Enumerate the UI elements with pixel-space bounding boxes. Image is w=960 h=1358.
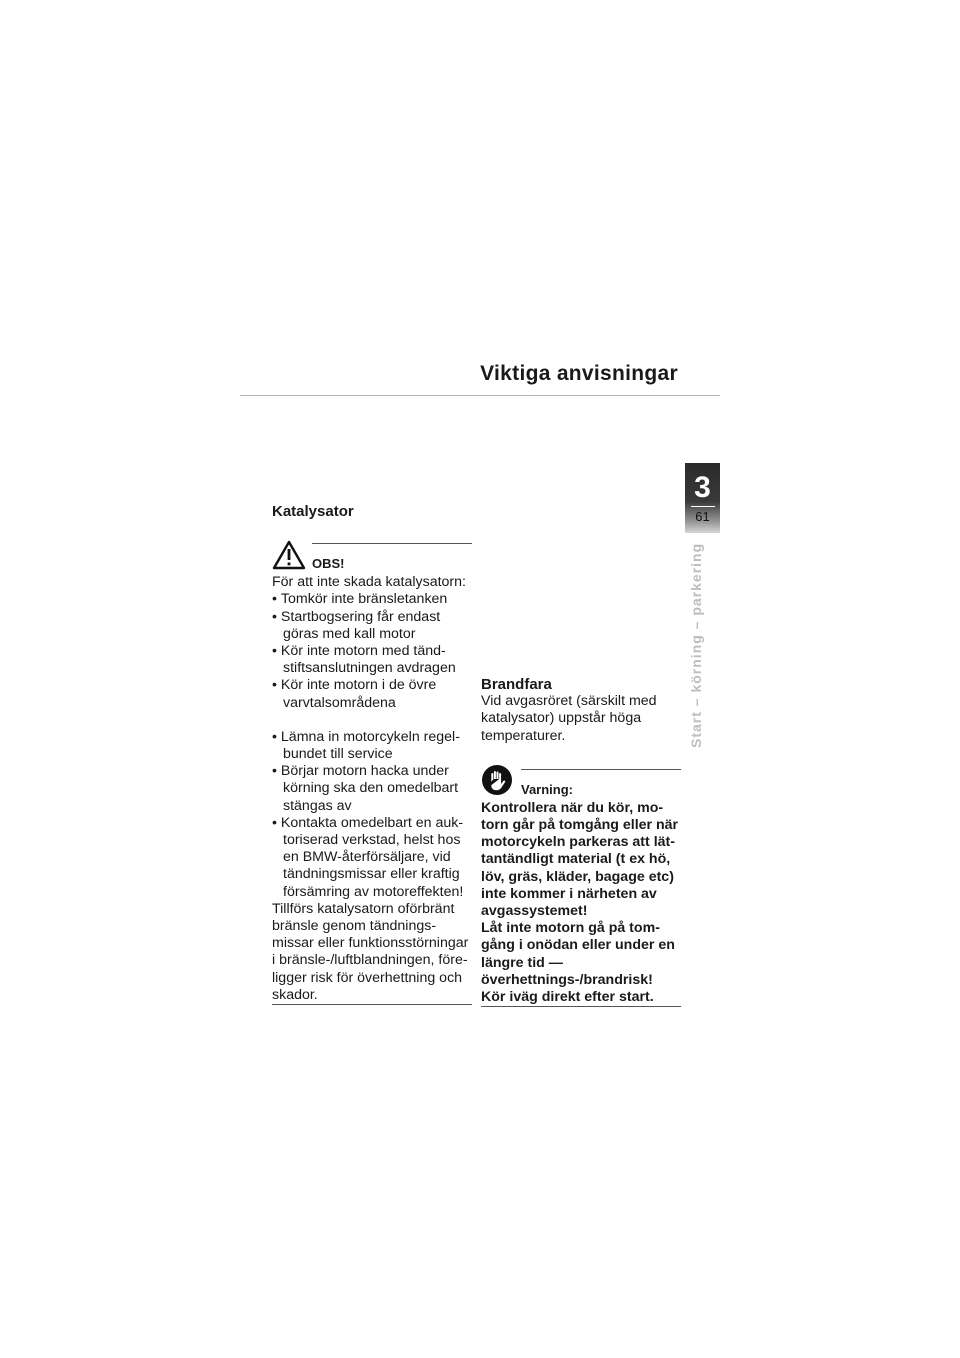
warning-header (481, 770, 681, 800)
warning-label: Varning: (521, 781, 574, 797)
list-item: • Kör inte motorn med tänd-stiftsanslutningen avdragen (272, 643, 472, 677)
precaution-list (272, 591, 472, 711)
notice-label: OBS! (312, 556, 345, 571)
brandfara-section (481, 676, 681, 1007)
stop-hand-icon (481, 764, 513, 796)
side-chapter-label: Start – körning – parkering (688, 542, 704, 748)
chapter-number: 3 (694, 471, 711, 504)
notice-bottom-rule (272, 1004, 472, 1005)
chapter-divider (691, 506, 715, 507)
warning-text: Kör iväg direkt efter start. (481, 989, 654, 1006)
list-item: • Lämna in motorcykeln regel-bundet till service (272, 729, 472, 763)
list-item: • Börjar motorn hacka under körning ska den omedelbart stängas av (272, 763, 472, 815)
warning-triangle-icon (272, 540, 306, 570)
notice-closing: Tillförs katalysatorn oförbränt bränsle genom tändnings-missar eller funktionsstörningar i bränsle-/luftblandningen, före-ligger risk för överhettning och skador. (272, 900, 469, 1003)
notice-header (272, 544, 472, 574)
title-divider (240, 395, 720, 396)
notice-intro: För att inte skada katalysatorn: (272, 574, 466, 591)
brandfara-heading: Brandfara (481, 676, 552, 693)
warning-text: Låt inte motorn gå på tom-gång i onödan eller under en längre tid —överhettnings-/brandrisk! (481, 920, 675, 988)
chapter-tab (685, 463, 720, 533)
brandfara-text: Vid avgasröret (särskilt med katalysator) uppstår höga temperaturer. (481, 693, 657, 744)
katalysator-heading: Katalysator (272, 503, 354, 520)
list-item: • Startbogsering får endast göras med kall motor (272, 609, 472, 643)
list-item: • Tomkör inte bränsletanken (272, 591, 472, 608)
warning-text: Kontrollera när du kör, mo-torn går på tomgång eller när motorcykeln parkeras att lät-tantändligt material (t ex hö, löv, gräs, kläder, bagage etc) inte kommer i närheten av avgassystemet! (481, 799, 679, 920)
katalysator-section (272, 503, 472, 1005)
page-title: Viktiga anvisningar (480, 362, 678, 385)
maintenance-list (272, 729, 472, 901)
list-item: • Kontakta omedelbart en auk-toriserad verkstad, helst hos en BMW-återförsäljare, vid tändningsmissar eller kraftig försämring av motoreffekten! (272, 815, 472, 901)
list-item: • Kör inte motorn i de övre varvtalsområdena (272, 677, 472, 711)
page-number: 61 (695, 509, 710, 524)
warning-bottom-rule (481, 1006, 681, 1007)
